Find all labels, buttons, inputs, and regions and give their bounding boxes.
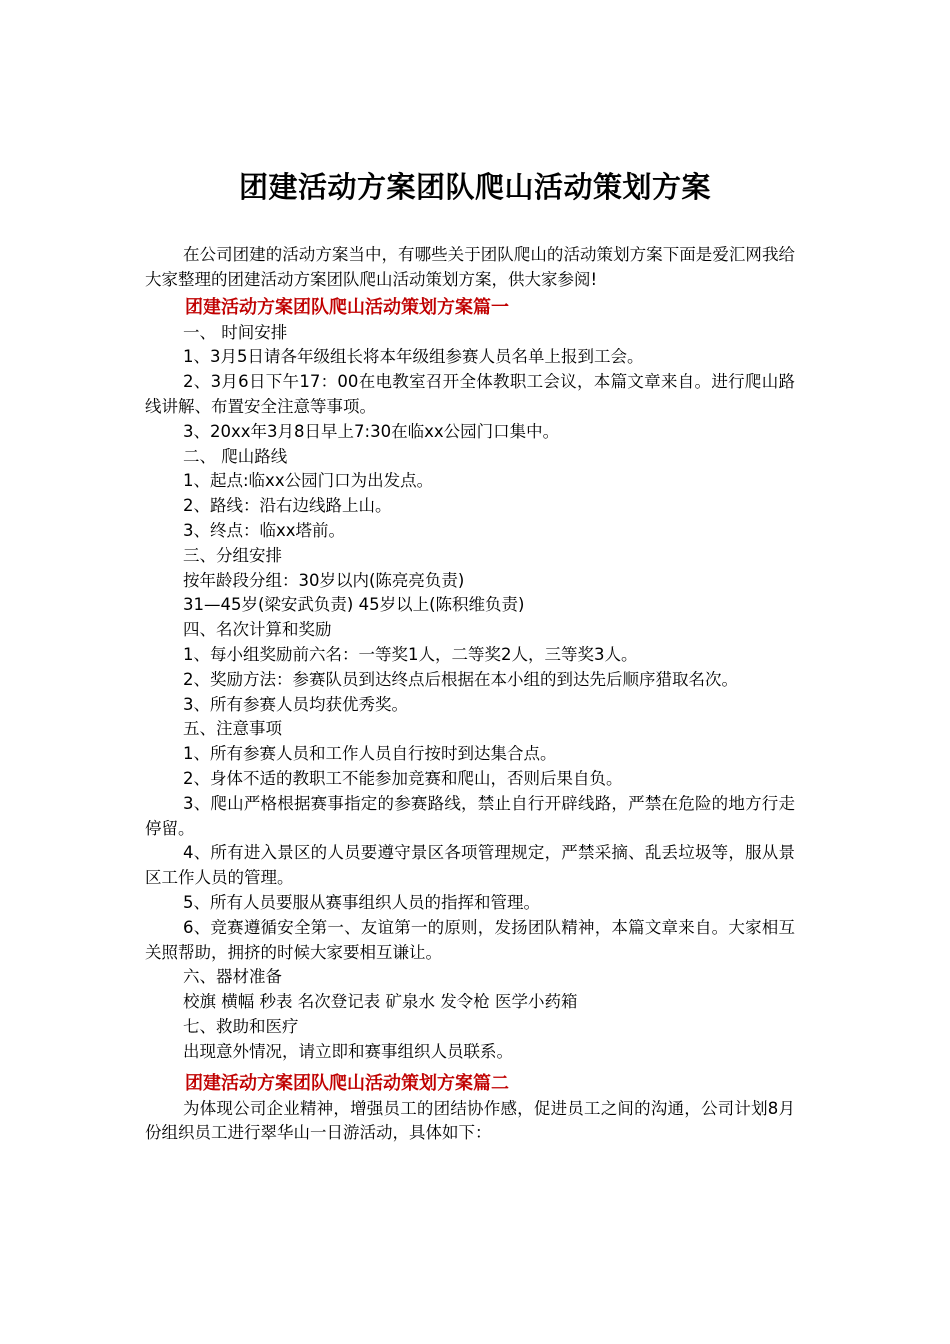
document-body: [145, 243, 795, 1146]
rescue-item-1: 出现意外情况，请立即和赛事组织人员联系。: [183, 1041, 513, 1061]
award-item-2: 2、奖励方法：参赛队员到达终点后根据在本小组的到达先后顺序猎取名次。: [183, 669, 738, 689]
section-heading-part2: 团建活动方案团队爬山活动策划方案篇二: [185, 1072, 509, 1094]
time-item-3: 3、20xx年3月8日早上7:30在临xx公园门口集中。: [183, 421, 560, 441]
group-heading: 三、分组安排: [183, 545, 282, 565]
equipment-list: 校旗 横幅 秒表 名次登记表 矿泉水 发令枪 医学小药箱: [183, 992, 578, 1012]
group-item-2: 31—45岁(梁安武负责) 45岁以上(陈积维负责): [183, 595, 525, 615]
part2-intro-paragraph: 为体现公司企业精神，增强员工的团结协作感，促进员工之间的沟通，公司计划8月份组织员工进行翠华山一日游活动，具体如下：: [145, 1098, 795, 1143]
route-item-3: 3、终点：临xx塔前。: [183, 520, 346, 540]
document-title: 团建活动方案团队爬山活动策划方案: [238, 170, 711, 205]
section-heading-part1: 团建活动方案团队爬山活动策划方案篇一: [185, 296, 509, 318]
route-item-2: 2、路线：沿右边线路上山。: [183, 496, 392, 516]
intro-paragraph: 在公司团建的活动方案当中，有哪些关于团队爬山的活动策划方案下面是爱汇网我给大家整理的团建活动方案团队爬山活动策划方案，供大家参阅!: [145, 245, 795, 289]
time-item-2: 2、3月6日下午17：00在电教室召开全体教职工会议，本篇文章来自。进行爬山路线讲解、布置安全注意等事项。: [145, 372, 795, 416]
award-heading: 四、名次计算和奖励: [183, 620, 332, 640]
group-item-1: 按年龄段分组：30岁以内(陈亮亮负责): [183, 570, 465, 590]
notes-heading: 五、注意事项: [183, 719, 282, 739]
notes-item-3: 3、爬山严格根据赛事指定的参赛路线，禁止自行开辟线路，严禁在危险的地方行走停留。: [145, 793, 795, 838]
award-item-3: 3、所有参赛人员均获优秀奖。: [183, 694, 408, 714]
notes-item-6: 6、竞赛遵循安全第一、友谊第一的原则，发扬团队精神，本篇文章来自。大家相互关照帮助，拥挤的时候大家要相互谦让。: [145, 917, 795, 962]
route-item-1: 1、起点:临xx公园门口为出发点。: [183, 471, 434, 491]
notes-item-4: 4、所有进入景区的人员要遵守景区各项管理规定，严禁采摘、乱丢垃圾等，服从景区工作人员的管理。: [145, 843, 795, 888]
notes-item-2: 2、身体不适的教职工不能参加竞赛和爬山，否则后果自负。: [183, 768, 623, 788]
time-item-1: 1、3月5日请各年级组长将本年级组参赛人员名单上报到工会。: [183, 347, 644, 367]
rescue-heading: 七、救助和医疗: [183, 1016, 299, 1036]
award-item-1: 1、每小组奖励前六名：一等奖1人，二等奖2人，三等奖3人。: [183, 644, 638, 664]
notes-item-1: 1、所有参赛人员和工作人员自行按时到达集合点。: [183, 744, 557, 764]
notes-item-5: 5、所有人员要服从赛事组织人员的指挥和管理。: [183, 892, 540, 912]
equipment-heading: 六、器材准备: [183, 967, 282, 987]
time-heading: 一、 时间安排: [183, 322, 288, 342]
route-heading: 二、 爬山路线: [183, 446, 288, 466]
